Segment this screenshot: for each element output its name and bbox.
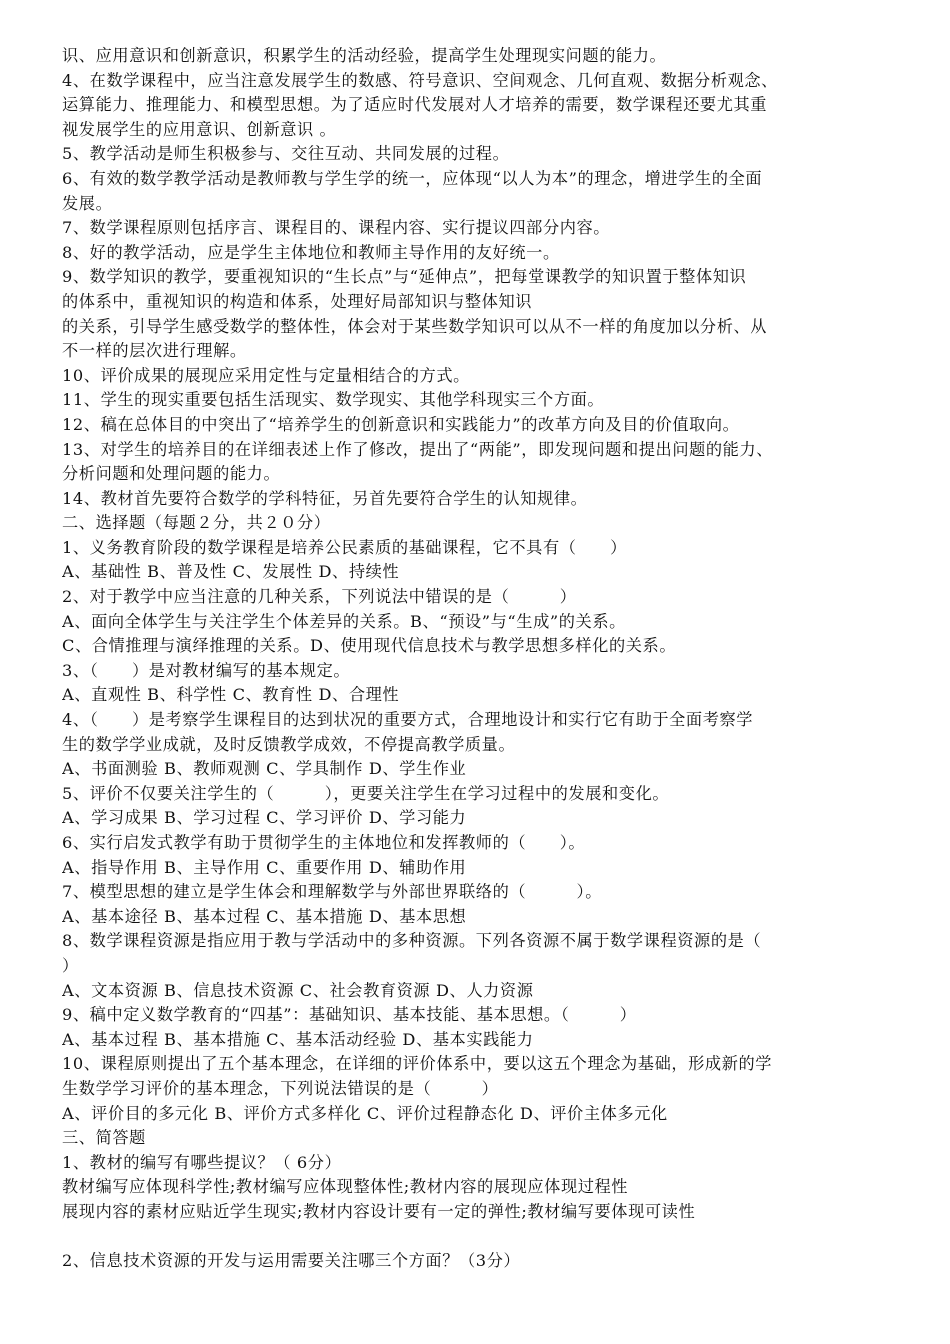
text-line: A、指导作用 B、主导作用 C、重要作用 D、辅助作用 <box>62 857 467 877</box>
text-line: 3、（ ）是对教材编写的基本规定。 <box>62 660 351 680</box>
text-line: 展现内容的素材应贴近学生现实;教材内容设计要有一定的弹性;教材编写要体现可读性 <box>62 1201 696 1221</box>
text-line: 不一样的层次进行理解。 <box>62 341 247 361</box>
text-line: 运算能力、推理能力、和模型思想。为了适应时代发展对人才培养的需要，数学课程还要尤其重 <box>62 95 768 115</box>
text-line: 10、评价成果的展现应采用定性与定量相结合的方式。 <box>62 365 470 385</box>
text-line: 视发展学生的应用意识、创新意识 。 <box>62 119 337 139</box>
text-line: 12、稿在总体目的中突出了“培养学生的创新意识和实践能力”的改革方向及目的价值取向。 <box>62 414 740 434</box>
text-line: 6、实行启发式教学有助于贯彻学生的主体地位和发挥教师的（ ）。 <box>62 833 586 852</box>
text-line: 三、简答题 <box>62 1128 146 1148</box>
text-line: 4、（ ）是考察学生课程目的达到状况的重要方式，合理地设计和实行它有助于全面考察学 <box>62 710 754 730</box>
text-line: 生的数学学业成就，及时反馈教学成效，不停提高教学质量。 <box>62 734 516 754</box>
text-line: 8、数学课程资源是指应用于教与学活动中的多种资源。下列各资源不属于数学课程资源的是（ <box>62 931 762 951</box>
text-line: 识、应用意识和创新意识，积累学生的活动经验，提高学生处理现实问题的能力。 <box>62 46 667 65</box>
blank-line <box>62 1225 897 1250</box>
text-line: 发展。 <box>62 193 113 213</box>
text-line: 7、数学课程原则包括序言、课程目的、课程内容、实行提议四部分内容。 <box>62 218 611 238</box>
text-line: 分析问题和处理问题的能力。 <box>62 464 281 484</box>
text-line: 教材编写应体现科学性;教材编写应体现整体性;教材内容的展现应体现过程性 <box>62 1177 629 1197</box>
text-line: 11、学生的现实重要包括生活现实、数学现实、其他学科现实三个方面。 <box>62 390 605 410</box>
text-line: A、基本途径 B、基本过程 C、基本措施 D、基本思想 <box>62 906 467 926</box>
text-line: 4、在数学课程中，应当注意发展学生的数感、符号意识、空间观念、几何直观、数据分析观念、 <box>62 70 778 90</box>
document-page <box>62 44 897 1274</box>
text-line: 的关系，引导学生感受数学的整体性，体会对于某些数学知识可以从不一样的角度加以分析、从 <box>62 316 768 336</box>
text-line: A、基本过程 B、基本措施 C、基本活动经验 D、基本实践能力 <box>62 1029 534 1049</box>
text-line: 8、好的教学活动，应是学生主体地位和教师主导作用的友好统一。 <box>62 242 560 262</box>
text-line: A、学习成果 B、学习过程 C、学习评价 D、学习能力 <box>62 808 467 828</box>
text-line: A、直观性 B、科学性 C、教育性 D、合理性 <box>62 685 400 705</box>
text-line: 2、信息技术资源的开发与运用需要关注哪三个方面？（3分） <box>62 1251 521 1271</box>
text-line: 2、对于教学中应当注意的几种关系，下列说法中错误的是（ ） <box>62 587 577 607</box>
text-line: 二、选择题（每题２分，共２０分） <box>62 513 331 533</box>
text-line: 7、模型思想的建立是学生体会和理解数学与外部世界联络的（ ）。 <box>62 882 602 902</box>
text-line: ） <box>62 955 79 975</box>
text-line: 9、稿中定义数学教育的“四基”：基础知识、基本技能、基本思想。（ ） <box>62 1005 637 1025</box>
text-line: 9、数学知识的教学，要重视知识的“生长点”与“延伸点”，把每堂课教学的知识置于整体知识 <box>62 267 747 287</box>
text-line: A、面向全体学生与关注学生个体差异的关系。B、“预设”与“生成”的关系。 <box>62 611 626 631</box>
text-line: A、基础性 B、普及性 C、发展性 D、持续性 <box>62 562 400 582</box>
text-line: 6、有效的数学教学活动是教师教与学生学的统一，应体现“以人为本”的理念，增进学生的全面 <box>62 168 763 188</box>
text-line: C、合情推理与演绎推理的关系。D、使用现代信息技术与教学思想多样化的关系。 <box>62 636 677 656</box>
text-line: A、文本资源 B、信息技术资源 C、社会教育资源 D、人力资源 <box>62 980 534 1000</box>
text-line: 1、教材的编写有哪些提议？（ 6分） <box>62 1152 342 1172</box>
text-line: 14、教材首先要符合数学的学科特征，另首先要符合学生的认知规律。 <box>62 488 588 508</box>
text-line: A、评价目的多元化 B、评价方式多样化 C、评价过程静态化 D、评价主体多元化 <box>62 1103 668 1123</box>
text-line: 5、教学活动是师生积极参与、交往互动、共同发展的过程。 <box>62 144 510 164</box>
text-line: 生数学学习评价的基本理念，下列说法错误的是（ ） <box>62 1078 499 1098</box>
text-line: 的体系中，重视知识的构造和体系，处理好局部知识与整体知识 <box>62 291 533 311</box>
text-line: 10、课程原则提出了五个基本理念，在详细的评价体系中，要以这五个理念为基础，形成新的学 <box>62 1054 773 1074</box>
text-line: 1、义务教育阶段的数学课程是培养公民素质的基础课程，它不具有（ ） <box>62 537 627 557</box>
text-line: 5、评价不仅要关注学生的（ ），更要关注学生在学习过程中的发展和变化。 <box>62 783 670 803</box>
text-line: A、书面测验 B、教师观测 C、学具制作 D、学生作业 <box>62 759 467 779</box>
text-line: 13、对学生的培养目的在详细表述上作了修改，提出了“两能”，即发现问题和提出问题的能力、 <box>62 439 774 459</box>
